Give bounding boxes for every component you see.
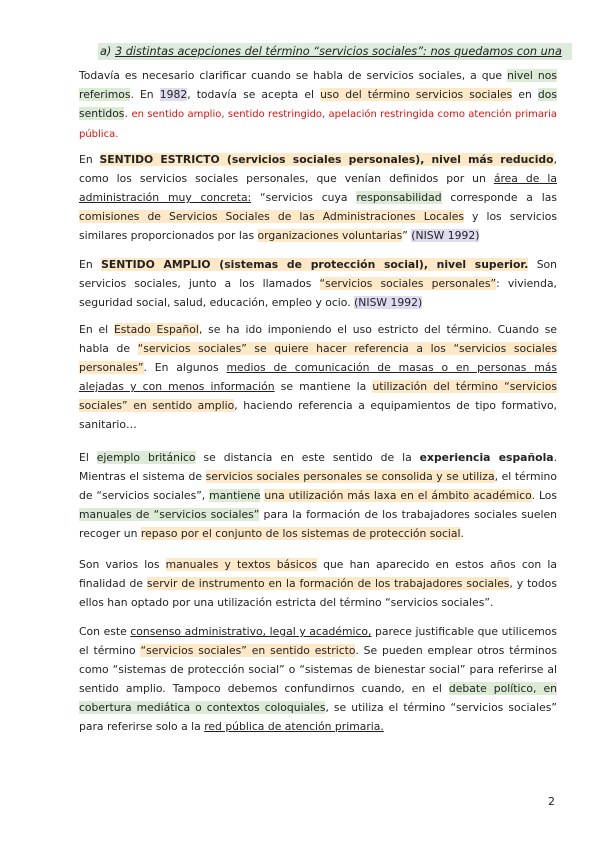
- highlight-purple: 1982: [159, 88, 188, 102]
- highlight-orange: “servicios sociales” se quiere hacer referencia a los “servicios sociales personales”: [79, 342, 557, 375]
- underlined-text: medios de comunicación de masas o en personas más alejadas y con menos información: [79, 361, 557, 394]
- paragraph-4: [79, 320, 557, 435]
- highlight-purple: (NISW 1992): [411, 229, 480, 243]
- highlight-green: nivel nos referimos: [79, 69, 557, 102]
- text: , el término de “servicios sociales”,: [79, 470, 558, 503]
- highlight-purple: (NISW 1992): [354, 296, 423, 310]
- highlight-orange: servir de instrumento en la formación de los trabajadores sociales: [146, 577, 510, 591]
- highlight-orange: “servicios sociales” en sentido estricto: [140, 644, 356, 658]
- paragraph-6: [79, 555, 557, 612]
- highlight-orange: “servicios sociales personales”: [319, 277, 497, 291]
- highlight-orange: organizaciones voluntarias: [257, 229, 403, 243]
- text: , todavía se acepta el: [187, 88, 321, 102]
- underlined-text: consenso administrativo, legal y académico,: [130, 625, 372, 638]
- highlight-green: ejemplo británico: [96, 451, 196, 464]
- highlight-orange: repaso por el conjunto de los sistemas de protección social: [140, 527, 461, 541]
- text: . Los: [531, 489, 557, 503]
- text: En: [79, 258, 102, 271]
- text: En el: [79, 323, 114, 336]
- page-number: 2: [548, 795, 555, 808]
- highlight-orange: uso del término servicios sociales: [320, 88, 513, 102]
- highlight-orange: manuales y textos básicos: [165, 558, 317, 571]
- text: : vivienda, seguridad social, salud, educación, empleo y ocio.: [79, 277, 557, 310]
- text: , como los servicios sociales personales, que venían definidos por un: [79, 153, 557, 186]
- red-note: en sentido amplio, sentido restringido, apelación restringida como atención primaria pública.: [79, 109, 557, 141]
- text: que han aparecido en estos años con la finalidad de: [79, 558, 557, 591]
- text: se distancia en este sentido de la: [195, 451, 420, 464]
- text: y los servicios similares proporcionados por las: [79, 210, 557, 243]
- underlined-text: área de la administración muy concreta:: [79, 172, 557, 205]
- highlight-orange-bold: SENTIDO ESTRICTO (servicios sociales personales), nivel más reducido: [99, 153, 554, 166]
- paragraph-2: [79, 150, 557, 245]
- text: corresponde a las: [441, 191, 557, 205]
- bold-text: experiencia española: [419, 451, 554, 464]
- highlight-orange: una utilización más laxa en el ámbito académico: [264, 489, 532, 503]
- highlight-orange: comisiones de Servicios Sociales de las Administraciones Locales: [79, 210, 464, 224]
- text: . En algunos: [143, 361, 227, 375]
- heading-title: 3 distintas acepciones del término “servicios sociales”: nos quedamos con una: [114, 45, 562, 58]
- text: se mantiene la: [274, 380, 373, 394]
- highlight-green: debate político, en cobertura mediática o contextos coloquiales: [79, 682, 557, 715]
- text: para la formación de los trabajadores sociales suelen recoger un: [79, 508, 557, 541]
- text: El: [79, 451, 97, 464]
- text: ”: [402, 229, 412, 243]
- text: .: [460, 527, 464, 541]
- text: , y todos ellos han optado por una utilización estricta del término “servicios sociales”.: [79, 577, 557, 610]
- highlight-orange: servicios sociales personales se consolida y se utiliza: [205, 470, 495, 484]
- highlight-orange: Estado Español: [113, 323, 199, 336]
- text: . Mientras el sistema de: [79, 451, 557, 484]
- text: “servicios cuya: [251, 191, 357, 205]
- paragraph-3: [79, 255, 557, 312]
- paragraph-7: [79, 622, 557, 737]
- text: , haciendo referencia a equipamientos de tipo formativo, sanitario…: [79, 399, 557, 432]
- text: Son varios los: [79, 558, 166, 571]
- highlight-green: manuales de “servicios sociales”: [79, 508, 260, 522]
- paragraph-5: [79, 448, 557, 543]
- text: .: [124, 107, 132, 121]
- highlight-green: mantiene: [209, 489, 261, 503]
- text: Con este: [79, 625, 131, 638]
- text: En: [79, 153, 100, 166]
- text: . Se pueden emplear otros términos como “sistemas de protección social” o “sistemas de bienestar social” para referirse al sentido amplio. Tampoco debemos confundirnos cuando, en el: [79, 644, 557, 696]
- text: Todavía es necesario clarificar cuando se habla de servicios sociales, a que: [79, 69, 508, 82]
- text: Son servicios sociales, junto a los llamados: [79, 258, 557, 291]
- text: . En: [130, 88, 160, 102]
- section-heading: [98, 43, 572, 60]
- highlight-orange-bold: SENTIDO AMPLIO (sistemas de protección social), nivel superior.: [101, 258, 529, 271]
- text: , se utiliza el término “servicios sociales” para referirse solo a la: [79, 701, 557, 734]
- underlined-text: red pública de atención primaria.: [204, 720, 384, 734]
- highlight-orange: utilización del término “servicios sociales” en sentido amplio: [79, 380, 557, 413]
- text: parece justificable que utilicemos el término: [79, 625, 557, 658]
- highlight-green: responsabilidad: [356, 191, 442, 205]
- text: , se ha ido imponiendo el uso estricto del término. Cuando se habla de: [79, 323, 557, 356]
- paragraph-1: [79, 66, 557, 144]
- text: en: [512, 88, 538, 102]
- highlight-green: dos sentidos: [79, 88, 558, 121]
- heading-prefix: a): [100, 45, 112, 58]
